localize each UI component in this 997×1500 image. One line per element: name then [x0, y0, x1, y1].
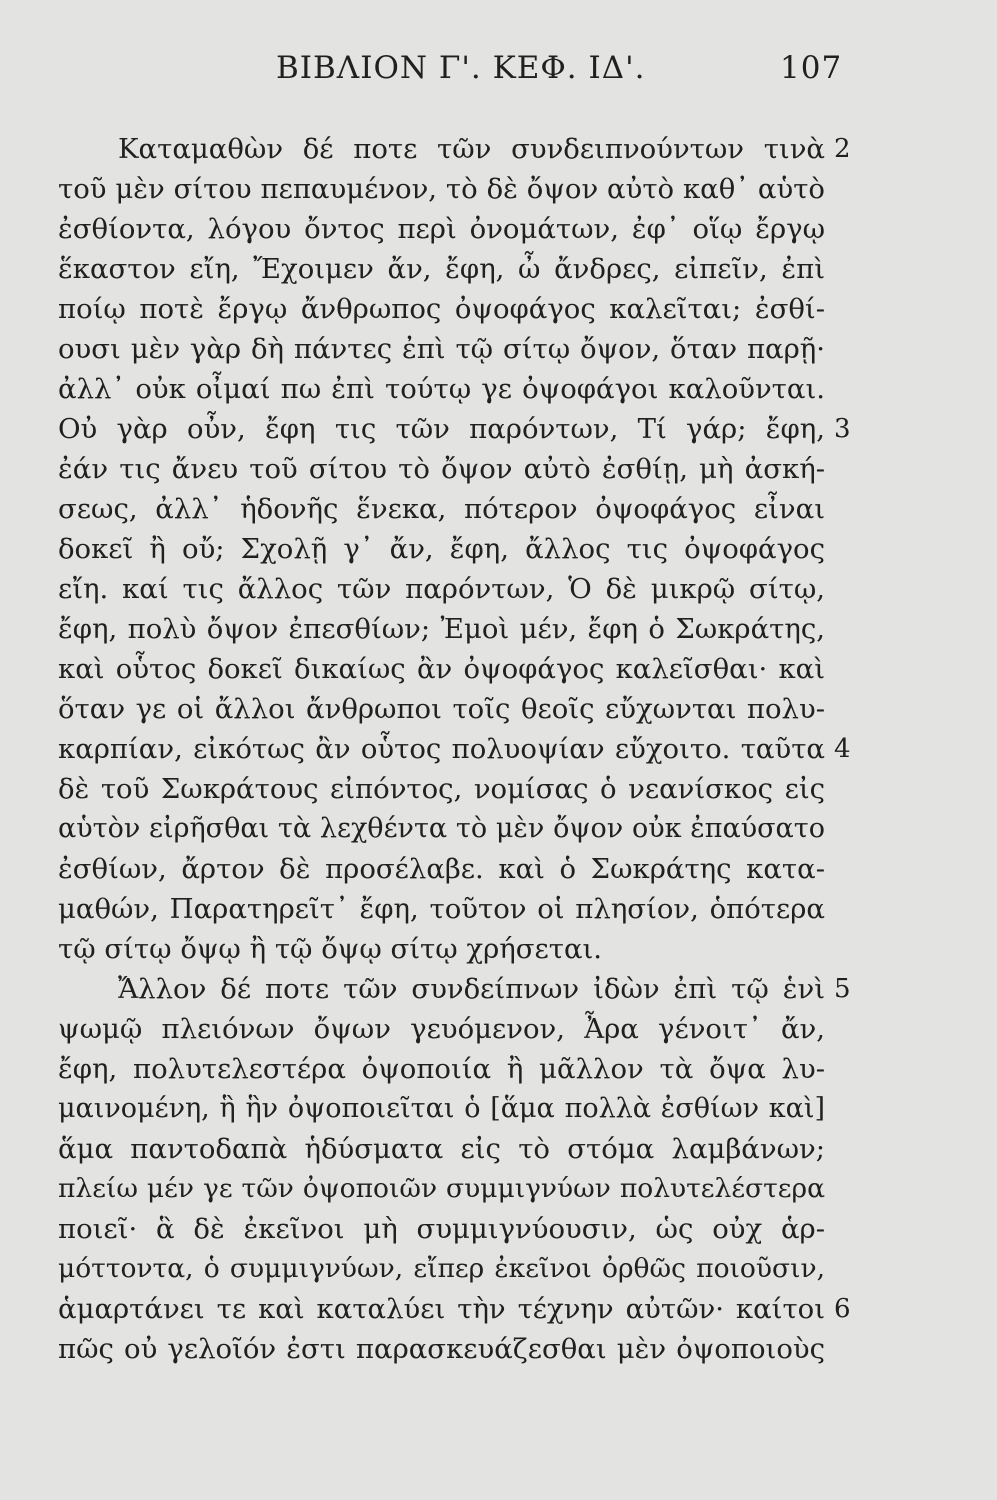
text-line: Οὐ γὰρ οὖν, ἔφη τις τῶν παρόντων, Τί γάρ; ἔφη,	[58, 413, 825, 445]
text-line: δοκεῖ ἢ οὔ; Σχολῇ γ᾽ ἄν, ἔφη, ἄλλος τις ὀψοφάγος	[58, 533, 825, 565]
text-line: αὑτὸν εἰρῆσθαι τὰ λεχθέντα τὸ μὲν ὄψον οὐκ ἐπαύσατο	[58, 813, 825, 844]
text-line: ἐσθίων, ἄρτον δὲ προσέλαβε. καὶ ὁ Σωκράτης κατα-	[58, 853, 825, 885]
text-line: τῷ σίτῳ ὄψῳ ἢ τῷ ὄψῳ σίτῳ χρήσεται.	[58, 933, 603, 965]
section-number: 4	[834, 734, 851, 764]
text-line: ἔφη, πολὺ ὄψον ἐπεσθίων; Ἐμοὶ μέν, ἔφη ὁ Σωκράτης,	[58, 613, 825, 645]
text-line: πῶς οὐ γελοῖόν ἐστι παρασκευάζεσθαι μὲν ὀψοποιοὺς	[58, 1333, 825, 1365]
text-line: τοῦ μὲν σίτου πεπαυμένον, τὸ δὲ ὄψον αὐτὸ καθ᾽ αὑτὸ	[58, 173, 825, 205]
text-line: ψωμῷ πλειόνων ὄψων γευόμενον, Ἆρα γένοιτ᾽ ἄν,	[58, 1013, 825, 1045]
text-line: ὅταν γε οἱ ἄλλοι ἄνθρωποι τοῖς θεοῖς εὔχωνται πολυ-	[58, 693, 825, 725]
text-line: ἐσθίοντα, λόγου ὄντος περὶ ὀνομάτων, ἐφ᾽ οἵῳ ἔργῳ	[58, 213, 825, 245]
text-line: Ἄλλον δέ ποτε τῶν συνδείπνων ἰδὼν ἐπὶ τῷ ἑνὶ	[118, 973, 825, 1005]
page-header	[0, 44, 997, 94]
section-number: 6	[834, 1294, 851, 1324]
text-line: δὲ τοῦ Σωκράτους εἰπόντος, νομίσας ὁ νεανίσκος εἰς	[58, 773, 825, 805]
text-line: ἔφη, πολυτελεστέρα ὀψοποιία ἢ μᾶλλον τὰ ὄψα λυ-	[58, 1053, 825, 1085]
text-line: ποιεῖ· ἃ δὲ ἐκεῖνοι μὴ συμμιγνύουσιν, ὡς οὐχ ἁρ-	[58, 1213, 825, 1245]
text-line: σεως, ἀλλ᾽ ἡδονῆς ἕνεκα, πότερον ὀψοφάγος εἶναι	[58, 493, 825, 525]
text-line: μαθών, Παρατηρεῖτ᾽ ἔφη, τοῦτον οἱ πλησίον, ὁπότερα	[58, 893, 825, 925]
section-number: 3	[834, 414, 851, 444]
text-line: ἕκαστον εἴη, Ἔχοιμεν ἄν, ἔφη, ὦ ἄνδρες, εἰπεῖν, ἐπὶ	[58, 253, 825, 285]
text-line: ἁμαρτάνει τε καὶ καταλύει τὴν τέχνην αὐτῶν· καίτοι	[58, 1293, 825, 1325]
section-number: 2	[834, 134, 851, 164]
text-line: μόττοντα, ὁ συμμιγνύων, εἴπερ ἐκεῖνοι ὀρθῶς ποιοῦσιν,	[58, 1253, 825, 1284]
text-line: ἀλλ᾽ οὐκ οἶμαί πω ἐπὶ τούτῳ γε ὀψοφάγοι καλοῦνται.	[58, 373, 825, 405]
running-title: ΒΙΒΛΙΟΝ Γ'. ΚΕΦ. ΙΔ'.	[276, 50, 646, 86]
text-line: πλείω μέν γε τῶν ὀψοποιῶν συμμιγνύων πολυτελέστερα	[58, 1173, 825, 1204]
text-line: ουσι μὲν γὰρ δὴ πάντες ἐπὶ τῷ σίτῳ ὄψον, ὅταν παρῇ·	[58, 333, 825, 365]
page-number: 107	[780, 50, 843, 86]
text-line: Καταμαθὼν δέ ποτε τῶν συνδειπνούντων τινὰ	[118, 133, 825, 165]
text-line: εἴη. καί τις ἄλλος τῶν παρόντων, Ὁ δὲ μικρῷ σίτῳ,	[58, 573, 825, 605]
section-number: 5	[834, 974, 851, 1004]
text-line: ποίῳ ποτὲ ἔργῳ ἄνθρωπος ὀψοφάγος καλεῖται; ἐσθί-	[58, 293, 825, 325]
text-line: καρπίαν, εἰκότως ἂν οὗτος πολυοψίαν εὔχοιτο. ταῦτα	[58, 733, 825, 765]
text-line: ἐάν τις ἄνευ τοῦ σίτου τὸ ὄψον αὐτὸ ἐσθίῃ, μὴ ἀσκή-	[58, 453, 825, 485]
text-line: μαινομένη, ἣ ἣν ὀψοποιεῖται ὁ [ἅμα πολλὰ ἐσθίων καὶ]	[58, 1093, 825, 1124]
text-line: καὶ οὗτος δοκεῖ δικαίως ἂν ὀψοφάγος καλεῖσθαι· καὶ	[58, 653, 825, 685]
text-line: ἅμα παντοδαπὰ ἡδύσματα εἰς τὸ στόμα λαμβάνων;	[58, 1133, 825, 1165]
